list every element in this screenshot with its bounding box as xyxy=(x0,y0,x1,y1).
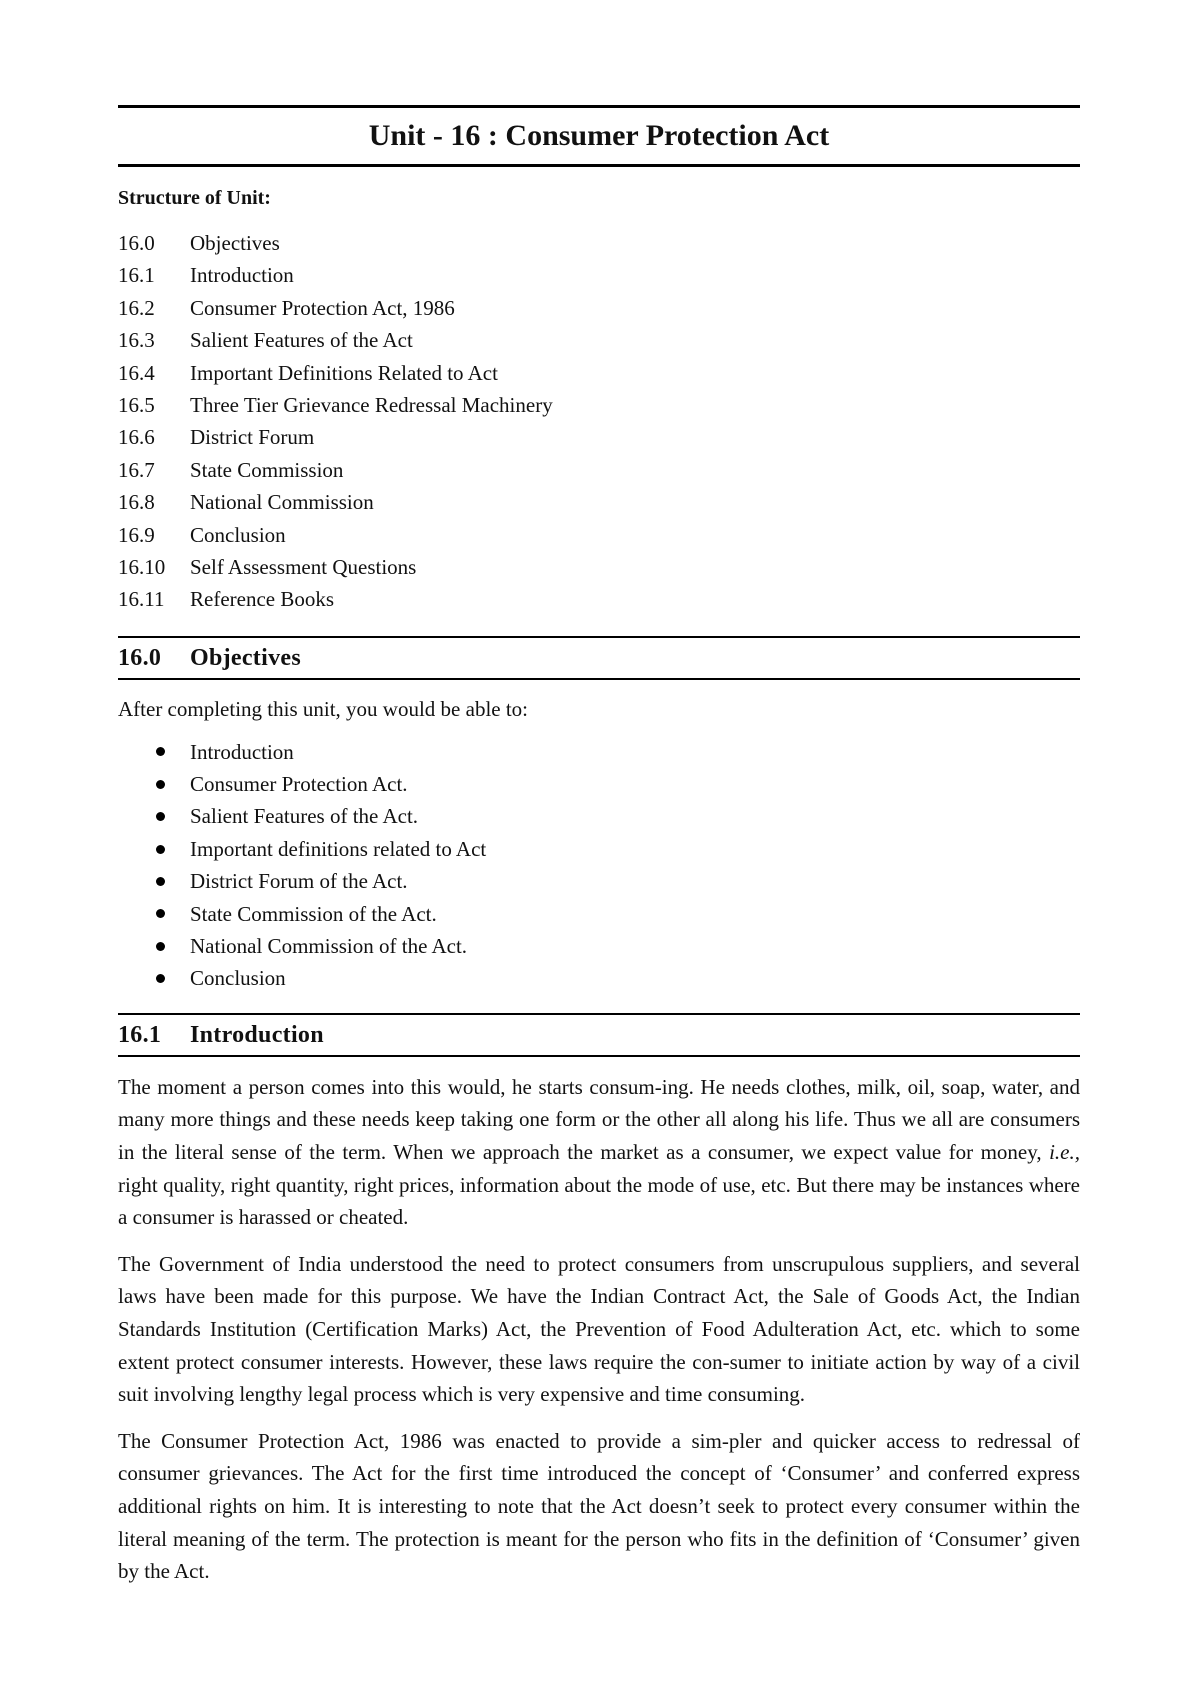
toc-item xyxy=(118,519,1080,551)
paragraph xyxy=(118,1071,1080,1234)
objectives-intro: After completing this unit, you would be able to: xyxy=(118,696,529,721)
paragraph: The Consumer Protection Act, 1986 was enacted to provide a sim-pler and quicker access to redressal of consumer grievances. The Act for the first time introduced the concept of ‘Consumer’ and conferred express additional rights on him. It is interesting to note that the Act doesn’t seek to protect every consumer within the literal meaning of the term. The protection is meant for the person who fits in the definition of ‘Consumer’ given by the Act. xyxy=(118,1428,1080,1584)
list-item-text: Consumer Protection Act. xyxy=(190,772,408,797)
section-bottom-rule xyxy=(118,678,1080,680)
list-item xyxy=(118,768,1080,800)
bullet-icon xyxy=(156,942,165,951)
toc-label: Self Assessment Questions xyxy=(190,554,417,579)
bullet-icon xyxy=(156,974,165,983)
toc-item xyxy=(118,486,1080,518)
list-item-text: District Forum of the Act. xyxy=(190,869,408,894)
list-item-text: State Commission of the Act. xyxy=(190,901,437,926)
toc-number: 16.11 xyxy=(118,587,165,612)
structure-heading: Structure of Unit: xyxy=(118,187,271,209)
toc-label: Objectives xyxy=(190,231,280,255)
list-item xyxy=(118,898,1080,930)
section-title: Introduction xyxy=(190,1021,324,1048)
objectives-heading xyxy=(118,638,1080,678)
section-number: 16.0 xyxy=(118,644,162,671)
toc-label: Consumer Protection Act, 1986 xyxy=(190,295,455,320)
toc-label: Conclusion xyxy=(190,522,286,547)
unit-title: Unit - 16 : Consumer Protection Act xyxy=(368,119,830,152)
bullet-icon xyxy=(156,877,165,886)
toc-item xyxy=(118,292,1080,324)
toc-label: Introduction xyxy=(190,263,294,288)
toc-item xyxy=(118,357,1080,389)
toc-item xyxy=(118,389,1080,421)
list-item-text: Salient Features of the Act. xyxy=(190,804,419,829)
toc-label: Important Definitions Related to Act xyxy=(190,360,498,385)
objectives-list xyxy=(118,736,1080,995)
section-title: Objectives xyxy=(190,644,301,671)
toc-number: 16.0 xyxy=(118,231,155,255)
list-item xyxy=(118,833,1080,865)
toc-item xyxy=(118,551,1080,583)
title-bottom-rule xyxy=(118,164,1080,167)
toc-item xyxy=(118,421,1080,453)
toc-item xyxy=(118,259,1080,291)
toc-item xyxy=(118,454,1080,486)
table-of-contents xyxy=(118,227,1080,616)
toc-item xyxy=(118,583,1080,615)
toc-item xyxy=(118,227,1080,259)
toc-number: 16.3 xyxy=(118,328,155,353)
list-item xyxy=(118,962,1080,994)
objectives-section-header xyxy=(118,636,1080,680)
list-item-text: National Commission of the Act. xyxy=(190,934,468,959)
toc-label: District Forum xyxy=(190,425,315,450)
toc-label: Salient Features of the Act xyxy=(190,328,413,353)
toc-number: 16.4 xyxy=(118,360,155,385)
bullet-icon xyxy=(156,845,165,854)
bullet-icon xyxy=(156,780,165,789)
toc-label: State Commission xyxy=(190,457,344,482)
paragraph-text: right quality, right quantity, right prices, information about the mode of use, etc. But there may be instances where a consumer is harassed or cheated. xyxy=(118,1172,1080,1230)
introduction-body xyxy=(118,1071,1080,1588)
list-item xyxy=(118,930,1080,962)
toc-number: 16.1 xyxy=(118,263,155,288)
paragraph: The Government of India understood the need to protect consumers from unscrupulous suppliers, and several laws have been made for this purpose. We have the Indian Contract Act, the Sale of Goods Act, the Indian Standards Institution (Certification Marks) Act, the Prevention of Food Adulteration Act, etc. which to some extent protect consumer interests. However, these laws require the con-sumer to initiate action by way of a civil suit involving lengthy legal process which is very expensive and time consuming. xyxy=(118,1251,1080,1407)
introduction-section-header xyxy=(118,1013,1080,1057)
bullet-icon xyxy=(156,909,165,918)
list-item xyxy=(118,736,1080,768)
paragraph-text: The moment a person comes into this would, he starts consum-ing. He needs clothes, milk, oil, soap, water, and many more things and these needs keep taking one form or the other all along his life. Thus we all are consumers in the literal sense of the term. When we approach the market as a consumer, we expect value for money, xyxy=(118,1074,1080,1164)
toc-item xyxy=(118,324,1080,356)
list-item-text: Conclusion xyxy=(190,966,286,991)
introduction-heading xyxy=(118,1015,1080,1055)
document-page xyxy=(118,105,1080,1588)
toc-number: 16.5 xyxy=(118,392,155,417)
toc-label: Three Tier Grievance Redressal Machinery xyxy=(190,392,553,417)
bullet-icon xyxy=(156,812,165,821)
toc-number: 16.9 xyxy=(118,522,155,547)
toc-number: 16.7 xyxy=(118,457,155,482)
list-item xyxy=(118,865,1080,897)
toc-label: National Commission xyxy=(190,490,374,515)
section-number: 16.1 xyxy=(118,1021,162,1048)
list-item-text: Introduction xyxy=(190,739,294,764)
toc-label: Reference Books xyxy=(190,587,335,612)
bullet-icon xyxy=(156,747,165,756)
toc-number: 16.8 xyxy=(118,490,155,515)
italic-text: i.e., xyxy=(1049,1140,1080,1164)
toc-number: 16.2 xyxy=(118,295,155,320)
section-bottom-rule xyxy=(118,1055,1080,1057)
list-item-text: Important definitions related to Act xyxy=(190,836,487,861)
toc-number: 16.10 xyxy=(118,554,166,579)
toc-number: 16.6 xyxy=(118,425,155,450)
list-item xyxy=(118,800,1080,832)
